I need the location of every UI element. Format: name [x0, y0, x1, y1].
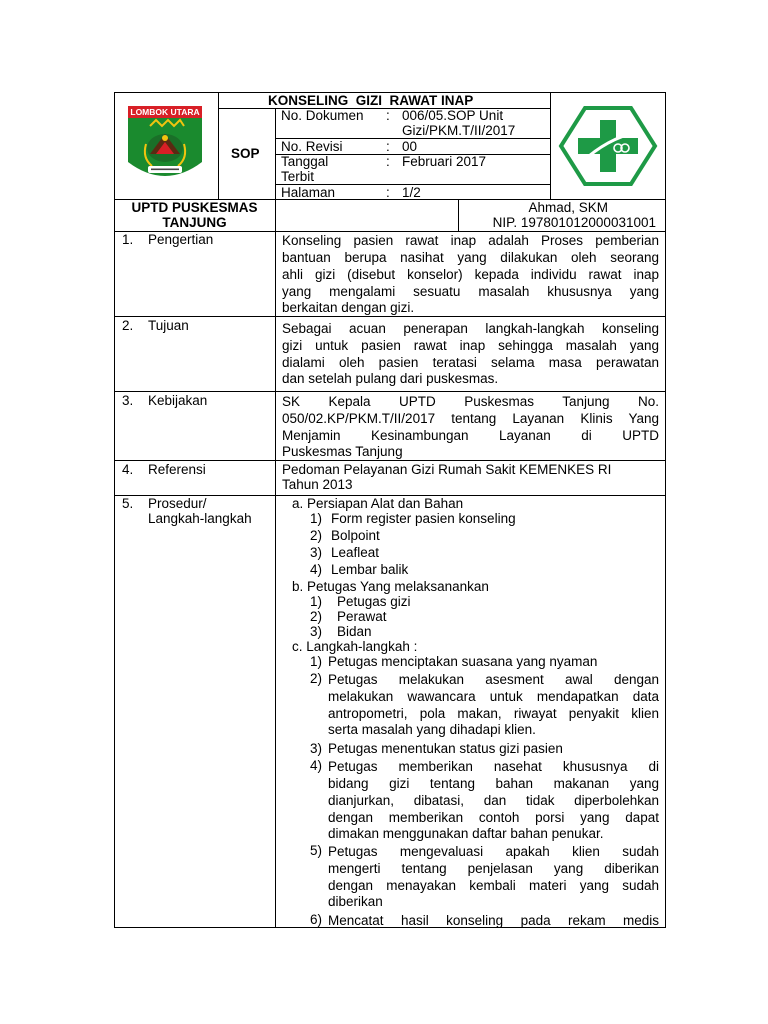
field-value-no-dokumen-2: Gizi/PKM.T/II/2017 [402, 123, 516, 138]
sub-heading-b: b. Petugas Yang melaksanankan [292, 579, 489, 594]
list-number: 5) [310, 843, 323, 858]
field-value-no-dokumen: 006/05.SOP Unit [402, 108, 504, 123]
signer-name: Ahmad, SKM [528, 200, 608, 215]
section-number: 4. [122, 462, 134, 477]
list-item-line: Mencatat hasil konseling pada rekam medis [328, 913, 659, 928]
list-number: 1) [310, 594, 323, 609]
list-item: Petugas menciptakan suasana yang nyaman [328, 654, 598, 669]
field-sep: : [386, 154, 390, 169]
field-value-no-revisi: 00 [402, 139, 418, 154]
pengertian-line: Konseling pasien rawat inap adalah Proses pemberian [282, 233, 659, 248]
field-value-halaman: 1/2 [402, 185, 421, 200]
list-item-line: diberikan [328, 894, 383, 909]
field-label-tanggal: Tanggal [281, 154, 329, 169]
section-label-prosedur: Prosedur/ [148, 496, 207, 511]
list-item-line: bidang gizi tentang bahan makanan yang [328, 776, 659, 791]
tujuan-line: dialami oleh pasien teratasi selama masa perawatan [282, 355, 659, 370]
pengertian-line: ahli gizi (disebut konselor) kepada individu rawat inap [282, 267, 659, 282]
section-label-tujuan: Tujuan [148, 318, 189, 333]
org-name-2: TANJUNG [162, 215, 227, 230]
tujuan-line: gizi untuk pasien rawat inap sehingga masalah yang [282, 338, 659, 353]
pengertian-line: yang mengalami sesuatu masalah khususnya yang [282, 284, 659, 299]
list-number: 1) [310, 654, 323, 669]
list-item: Lembar balik [331, 562, 409, 577]
list-number: 4) [310, 758, 323, 773]
list-item-line: dengan memberikan contoh porsi yang dapat [328, 810, 659, 825]
list-item: Leafleat [331, 545, 380, 560]
field-value-tanggal: Februari 2017 [402, 154, 487, 169]
document-title: KONSELING GIZI RAWAT INAP [268, 93, 474, 108]
sop-label: SOP [231, 146, 260, 161]
list-item: Petugas menentukan status gizi pasien [328, 741, 563, 756]
field-sep: : [386, 139, 390, 154]
signer-nip: NIP. 197801012000031001 [492, 215, 656, 230]
section-label-prosedur-2: Langkah-langkah [148, 511, 252, 526]
list-number: 2) [310, 528, 323, 543]
section-number: 3. [122, 393, 134, 408]
section-label-pengertian: Pengertian [148, 232, 214, 247]
field-label-halaman: Halaman [281, 185, 336, 200]
list-number: 4) [310, 562, 323, 577]
svg-text:LOMBOK UTARA: LOMBOK UTARA [130, 107, 200, 117]
list-number: 3) [310, 545, 323, 560]
org-name: UPTD PUSKESMAS [131, 200, 258, 215]
section-label-kebijakan: Kebijakan [148, 393, 208, 408]
list-item-line: antropometri, pola makan, riwayat penyakit klien [328, 706, 659, 721]
list-item-line: dianjurkan, dibatasi, dan tidak diperbolehkan [328, 793, 659, 808]
field-label-no-dokumen: No. Dokumen [281, 108, 364, 123]
list-item-line: dengan menayakan kembali materi yang sudah [328, 878, 659, 893]
section-number: 1. [122, 232, 134, 247]
section-number: 5. [122, 496, 134, 511]
list-item: Bolpoint [331, 528, 380, 543]
list-item-line: Petugas mengevaluasi apakah klien sudah [328, 844, 659, 859]
list-number: 2) [310, 671, 323, 686]
list-number: 3) [310, 741, 323, 756]
referensi-line: Pedoman Pelayanan Gizi Rumah Sakit KEMENKES RI [282, 462, 612, 477]
list-number: 3) [310, 624, 323, 639]
kebijakan-line: Menjamin Kesinambungan Layanan di UPTD [282, 428, 659, 443]
list-number: 1) [310, 511, 323, 526]
list-item-line: serta masalah yang dihadapi klien. [328, 722, 536, 737]
list-item-line: mengerti tentang penjelasan yang diberikan [328, 861, 659, 876]
kebijakan-line: SK Kepala UPTD Puskesmas Tanjung No. [282, 394, 659, 409]
tujuan-line: dan setelah pulang dari puskesmas. [282, 371, 499, 386]
list-item: Form register pasien konseling [331, 511, 516, 526]
pengertian-line: bantuan berupa nasihat yang dilakukan oleh seorang [282, 250, 659, 265]
tujuan-line: Sebagai acuan penerapan langkah-langkah konseling [282, 321, 659, 336]
field-sep: : [386, 108, 390, 123]
list-number: 6) [310, 912, 323, 927]
list-item-line: dimakan menggunakan daftar bahan penukar. [328, 826, 604, 841]
field-label-terbit: Terbit [281, 169, 315, 184]
list-item-line: Petugas melakukan asesment awal dengan [328, 672, 659, 687]
list-number: 2) [310, 609, 323, 624]
list-item: Perawat [337, 609, 387, 624]
referensi-line: Tahun 2013 [282, 477, 353, 492]
list-item-line: Petugas memberikan nasehat khususnya di [328, 759, 659, 774]
list-item-line: melakukan wawancara untuk mendapatkan data [328, 689, 659, 704]
kebijakan-line: Puskesmas Tanjung [282, 444, 403, 459]
section-number: 2. [122, 318, 134, 333]
field-sep: : [386, 185, 390, 200]
pengertian-line: berkaitan dengan gizi. [282, 300, 415, 315]
list-item: Petugas gizi [337, 594, 411, 609]
lombok-utara-logo [122, 104, 208, 190]
puskesmas-logo [558, 104, 658, 188]
field-label-no-revisi: No. Revisi [281, 139, 343, 154]
sub-heading-c: c. Langkah-langkah : [292, 639, 418, 654]
sub-heading-a: a. Persiapan Alat dan Bahan [292, 496, 464, 511]
section-label-referensi: Referensi [148, 462, 206, 477]
list-item: Bidan [337, 624, 372, 639]
kebijakan-line: 050/02.KP/PKM.T/II/2017 tentang Layanan Klinis Yang [282, 411, 659, 426]
